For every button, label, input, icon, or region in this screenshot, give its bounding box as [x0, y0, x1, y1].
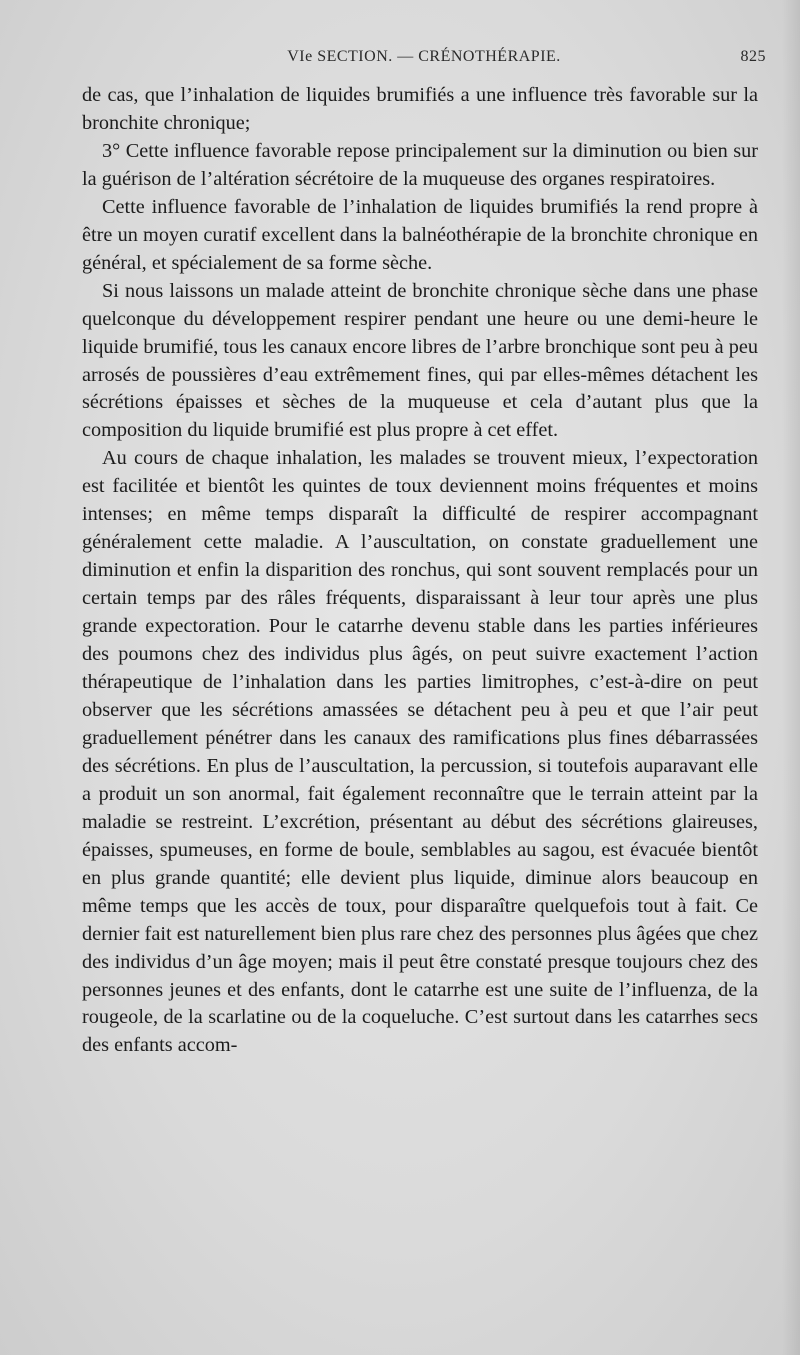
paragraph-3: Cette influence favorable de l’inhalation de liquides brumifiés la rend propre à être un moyen curatif excellent dans la balnéothérapie de la bronchite chronique en général, et spécialement de sa forme sèche. [82, 195, 758, 274]
paragraph-1: de cas, que l’inhalation de liquides brumifiés a une influence très favorable sur la bronchite chronique; [82, 84, 758, 134]
body-text [82, 82, 758, 1060]
section-title: VIe SECTION. — CRÉNOTHÉRAPIE. [287, 48, 561, 65]
paragraph-5: Au cours de chaque inhalation, les malades se trouvent mieux, l’expectoration est facilitée et bientôt les quintes de toux deviennent moins fréquentes et moins intenses; en même temps disparaît la difficulté de respirer accompagnant généralement cette maladie. A l’auscultation, on constate graduellement une diminution et enfin la disparition des ronchus, qui sont souvent remplacés pour un certain temps par des râles fréquents, disparaissant à leur tour après une plus grande expectoration. Pour le catarrhe devenu stable dans les parties inférieures des poumons chez des individus plus âgés, on peut suivre exactement l’action thérapeutique de l’inhalation dans les parties limitrophes, c’est-à-dire on peut observer que les sécrétions amassées se détachent peu à peu et que l’air peut graduellement pénétrer dans les canaux des ramifications plus fines débarrassées des sécrétions. En plus de l’auscultation, la percussion, si toutefois auparavant elle a produit un son anormal, fait également reconnaître que le terrain atteint par la maladie se restreint. L’excrétion, présentant au début des sécrétions glaireuses, épaisses, spumeuses, en forme de boule, semblables au sagou, est évacuée bientôt en plus grande quantité; elle devient plus liquide, diminue alors beaucoup en même temps que les accès de toux, pour disparaître quelquefois tout à fait. Ce dernier fait est naturellement bien plus rare chez des personnes plus âgées que chez des individus d’un âge moyen; mais il peut être constaté presque toujours chez des personnes jeunes et des enfants, dont le catarrhe est une suite de l’influenza, de la rougeole, de la scarlatine ou de la coqueluche. C’est surtout dans les catarrhes secs des enfants accom- [82, 447, 758, 1057]
page-number: 825 [740, 48, 766, 65]
running-header [82, 48, 766, 74]
page-edge-shadow [782, 0, 800, 1355]
paragraph-2: 3° Cette influence favorable repose principalement sur la diminution ou bien sur la guérison de l’altération sécrétoire de la muqueuse des organes respiratoires. [82, 139, 758, 190]
paragraph-4: Si nous laissons un malade atteint de bronchite chronique sèche dans une phase quelconque du développement respirer pendant une heure ou une demi-heure le liquide brumifié, tous les canaux encore libres de l’arbre bronchique sont peu à peu arrosés de poussières d’eau extrêmement fines, qui par elles-mêmes détachent les sécrétions épaisses et sèches de la muqueuse et cela d’autant plus que la composition du liquide brumifié est plus propre à cet effet. [82, 279, 758, 442]
